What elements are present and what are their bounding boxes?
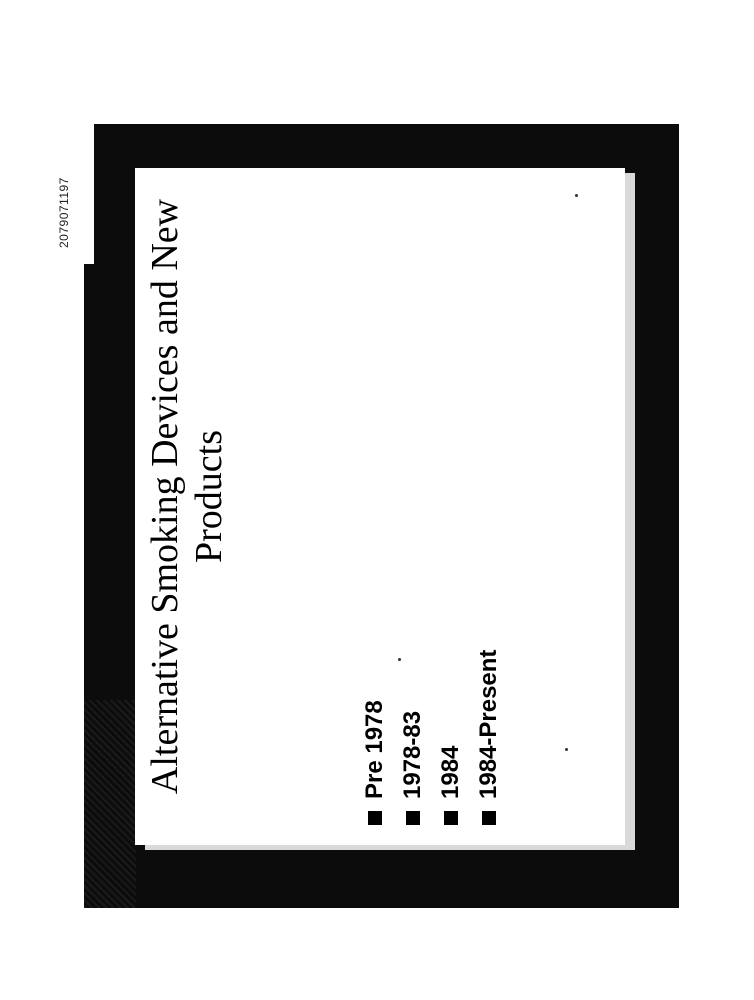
bullet-item [471, 650, 507, 825]
scan-speck [565, 748, 568, 751]
bullet-square-icon [444, 811, 458, 825]
scan-noise [84, 700, 136, 908]
slide-content [135, 168, 625, 845]
bullet-label: Pre 1978 [361, 700, 388, 799]
scan-speck [575, 194, 578, 197]
bullet-label: 1984 [437, 745, 464, 799]
scan-speck [398, 658, 401, 661]
bullet-item [433, 650, 469, 825]
bullet-label: 1978-83 [399, 710, 426, 799]
slide-title: Alternative Smoking Devices and New Products [144, 198, 230, 795]
bullet-square-icon [368, 811, 382, 825]
frame-notch [84, 124, 94, 264]
bullet-item [357, 650, 393, 825]
bullet-list [357, 650, 509, 825]
bullet-square-icon [482, 811, 496, 825]
bullet-label: 1984-Present [475, 649, 502, 799]
document-id-number: 2079071197 [57, 177, 71, 248]
bullet-item [395, 650, 431, 825]
slide [135, 168, 625, 845]
bullet-square-icon [406, 811, 420, 825]
